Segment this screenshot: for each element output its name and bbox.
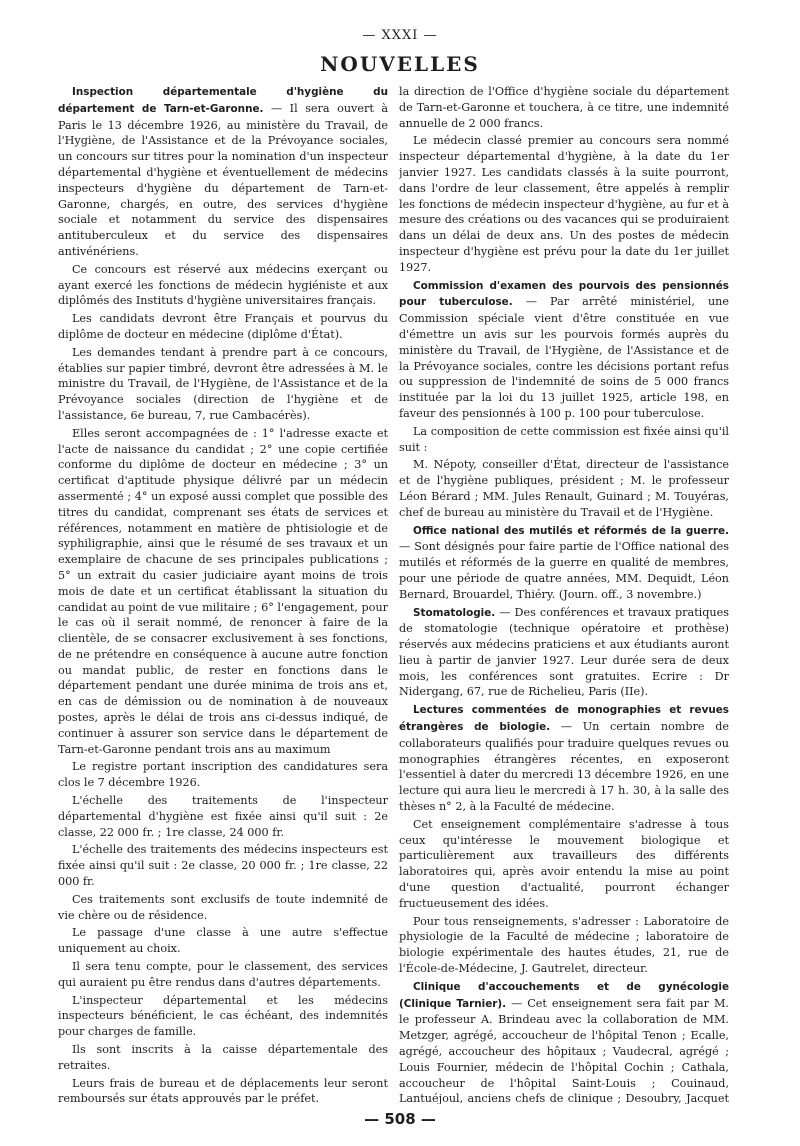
paragraph: [399, 523, 729, 603]
section-heading: Commission d'examen des pourvois des pensionnés pour tuberculose.: [399, 279, 729, 309]
paragraph: Il sera tenu compte, pour le classement, des services qui auraient pu être rendus dans d'autres départements.: [58, 960, 388, 989]
paragraph: M. Népoty, conseiller d'État, directeur de l'assistance et de l'hygiène publiques, président ; M. le professeur Léon Bérard ; MM. Jules Renault, Guinard ; M. Touyéras, chef de bureau au ministère du Travail et de l'Hygiène.: [399, 458, 729, 519]
paragraph: L'inspecteur départemental et les médecins inspecteurs bénéficient, le cas échéant, des indemnités pour charges de famille.: [58, 993, 388, 1039]
paragraph: Ils sont inscrits à la caisse départementale des retraites.: [58, 1043, 388, 1072]
paragraph-text: — Par arrêté ministériel, une Commission spéciale vient d'être constituée en vue d'émettre un avis sur les pourvois formés auprès du ministère du Travail, de l'Hygiène, de l'Assistance et de la Prévoyance sociales, contre les décisions portant refus ou suppression de l'indemnité de soins de 5 000 francs instituée par la loi du 13 juillet 1925, article 198, en faveur des pensionnés à 100 p. 100 pour tuberculose.: [399, 295, 729, 420]
paragraph: Les demandes tendant à prendre part à ce concours, établies sur papier timbré, devront être adressées à M. le ministre du Travail, de l'Hygiène, de l'Assistance et de la Prévoyance sociales (direction de l'hygiène et de l'assistance, 6e bureau, 7, rue Cambacérès).: [58, 345, 388, 422]
paragraph: [399, 702, 729, 815]
page-number: — 508 —: [364, 1110, 436, 1128]
section-heading: Office national des mutilés et réformés de la guerre.: [413, 524, 729, 537]
paragraph: Elles seront accompagnées de : 1° l'adresse exacte et l'acte de naissance du candidat ; 2° une copie certifiée conforme du diplôme de docteur en médecine ; 3° un certificat d'aptitude physique délivré par un médecin assermenté ; 4° un exposé aussi complet que possible des titres du candidat, comprenant ses états de services et références, notamment en matière de phtisiologie et de syphiligraphie, ainsi que le résumé de ses travaux et un exemplaire de chacune de ses principales publications ; 5° un extrait du casier judiciaire ayant moins de trois mois de date et un certificat établissant la situation du candidat au point de vue militaire ; 6° l'engagement, pour le cas où il serait nommé, de renoncer à faire de la clientèle, de se consacrer exclusivement à ses fonctions, de ne prétendre en conséquence à aucune autre fonction ou mandat public, de rester en fonctions dans le département pendant une durée minima de trois ans et, en cas de démission ou de nomination à de nouveaux postes, après le délai de trois ans ci-dessus indiqué, de continuer à assurer son service dans le département de Tarn-et-Garonne pendant trois ans au maximum: [58, 426, 388, 756]
section-heading: Inspection départementale d'hygiène du département de Tarn-et-Garonne.: [58, 86, 388, 115]
paragraph-text: — Cet enseignement sera fait par M. le professeur A. Brindeau avec la collaboration de MM. Metzger, agrégé, accoucheur de l'hôpital Tenon ; Ecalle, agrégé, accoucheur des hôpitaux ; Vaudecral, agrégé ; Louis Fournier, médecin de l'hôpital Cochin ; Cathala, accoucheur de l'hôpital Saint-Louis ; Couinaud, Lantuéjoul, anciens chefs de clinique ; Desoubry, Jacquet: [399, 996, 729, 1104]
paragraph: L'échelle des traitements des médecins inspecteurs est fixée ainsi qu'il suit : 2e classe, 20 000 fr. ; 1re classe, 22 000 fr.: [58, 843, 388, 889]
paragraph: Cet enseignement complémentaire s'adresse à tous ceux qu'intéresse le mouvement biologique et particulièrement aux travailleurs des différents laboratoires qui, après avoir entendu la mise au point d'une question d'actualité, pourront échanger fructueusement des idées.: [399, 817, 729, 910]
paragraph: Le passage d'une classe à une autre s'effectue uniquement au choix.: [58, 926, 388, 956]
paragraph: Ces traitements sont exclusifs de toute indemnité de vie chère ou de résidence.: [58, 892, 388, 922]
paragraph-text: — Des conférences et travaux pratiques de stomatologie (technique opératoire et prothèse) réservés aux médecins praticiens et aux étudiants auront lieu à partir de janvier 1927. Leur durée sera de deux mois, les conférences sont gratuites. Ecrire : Dr Nidergang, 67, rue de Richelieu, Paris (IIe).: [399, 605, 729, 699]
section-heading: Lectures commentées de monographies et revues étrangères de biologie.: [399, 704, 729, 734]
paragraph-text: — Sont désignés pour faire partie de l'Office national des mutilés et réformés de la guerre en qualité de membres, pour une période de quatre années, MM. Dequidt, Léon Bernard, Brouardel, Thiéry. (Journ. off., 3 novembre.): [399, 540, 729, 601]
running-head: — XXXI —: [362, 28, 438, 43]
paragraph: Pour tous renseignements, s'adresser : Laboratoire de physiologie de la Faculté de médecine ; laboratoire de biologie expérimentale des hautes études, 21, rue de l'École-de-Médecine, J. Gautrelet, directeur.: [399, 914, 729, 976]
left-column: [58, 84, 388, 1104]
paragraph: Le registre portant inscription des candidatures sera clos le 7 décembre 1926.: [58, 760, 388, 790]
paragraph: L'échelle des traitements de l'inspecteur départemental d'hygiène est fixée ainsi qu'il suit : 2e classe, 22 000 fr. ; 1re classe, 24 000 fr.: [58, 794, 388, 839]
paragraph-text: — Un certain nombre de collaborateurs qualifiés pour traduire quelques revues ou monographies étrangères récentes, en exposeront l'essentiel à dater du mercredi 13 décembre 1926, en une lecture qui aura lieu le mercredi à 17 h. 30, à la salle des thèses n° 2, à la Faculté de médecine.: [399, 720, 729, 814]
section-heading: Clinique d'accouchements et de gynécologie (Clinique Tarnier).: [399, 980, 729, 1010]
paragraph: La composition de cette commission est fixée ainsi qu'il suit :: [399, 424, 729, 454]
right-column: [399, 84, 729, 1104]
page-title: NOUVELLES: [320, 52, 480, 76]
paragraph: [399, 278, 729, 422]
section-heading: Stomatologie.: [413, 606, 496, 619]
paragraph: Leurs frais de bureau et de déplacements leur seront remboursés sur états approuvés par le préfet.: [58, 1076, 388, 1104]
paragraph-text: — Il sera ouvert à Paris le 13 décembre 1926, au ministère du Travail, de l'Hygiène, de l'Assistance et de la Prévoyance sociales, un concours sur titres pour la nomination d'un inspecteur départemental d'hygiène et éventuellement de médecins inspecteurs d'hygiène du département de Tarn-et-Garonne, chargés, en outre, des services d'hygiène sociale et notamment du service des dispensaires antituberculeux et du service des dispensaires antivénériens.: [58, 101, 388, 258]
paragraph: Ce concours est réservé aux médecins exerçant ou ayant exercé les fonctions de médecin hygiéniste et aux diplômés des Instituts d'hygiène universitaires français.: [58, 262, 388, 308]
paragraph: Le médecin classé premier au concours sera nommé inspecteur départemental d'hygiène, à la date du 1er janvier 1927. Les candidats classés à la suite pourront, dans l'ordre de leur classement, être appelés à remplir les fonctions de médecin inspecteur d'hygiène, au fur et à mesure des créations ou des vacances qui se produiraient dans un délai de deux ans. Un des postes de médecin inspecteur d'hygiène est prévu pour la date du 1er juillet 1927.: [399, 134, 729, 274]
paragraph: Les candidats devront être Français et pourvus du diplôme de docteur en médecine (diplôme d'État).: [58, 312, 388, 341]
paragraph: [399, 605, 729, 701]
paragraph: [399, 979, 729, 1104]
paragraph: la direction de l'Office d'hygiène sociale du département de Tarn-et-Garonne et touchera, à ce titre, une indemnité annuelle de 2 000 francs.: [399, 85, 729, 130]
paragraph: [58, 84, 388, 260]
